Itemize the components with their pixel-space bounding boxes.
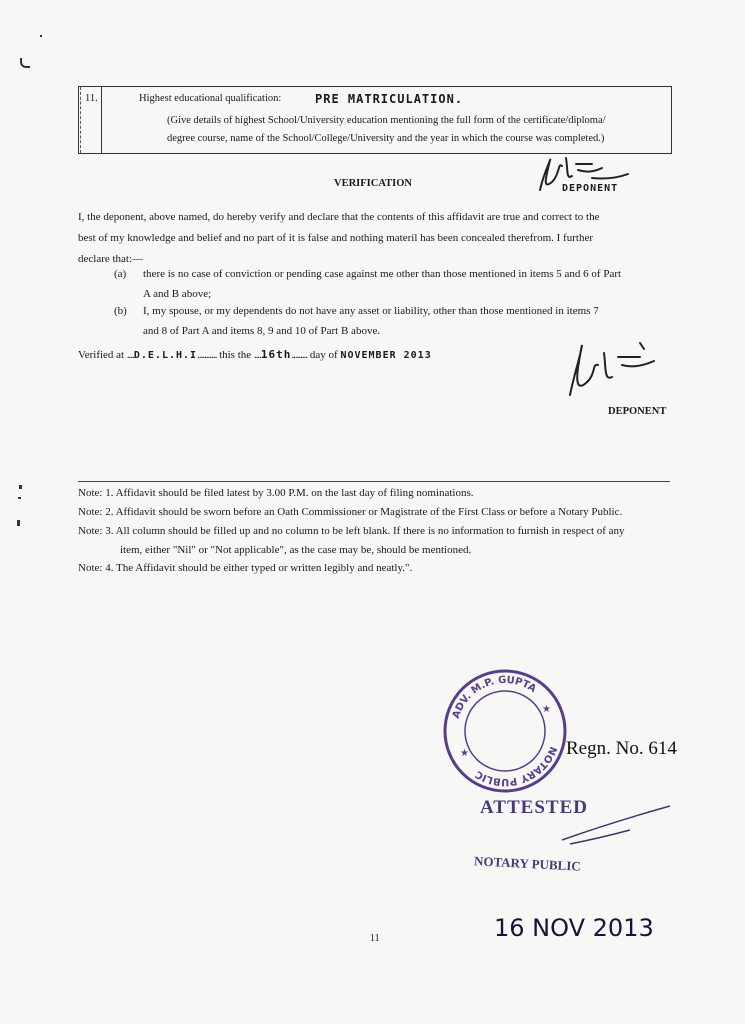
verified-at-value: D.E.L.H.I [133, 350, 198, 361]
day-of-label: day of [309, 349, 338, 361]
margin-speck [40, 35, 42, 37]
verification-heading: VERIFICATION [334, 178, 412, 189]
notes-divider [78, 481, 670, 482]
svg-text:★: ★ [542, 704, 551, 715]
notary-public-stamp: NOTARY PUBLIC [473, 853, 582, 874]
clause-a-label: (a) [114, 268, 127, 280]
note-label: Note: 2. [78, 506, 114, 518]
page-number: 11 [370, 933, 380, 944]
notary-seal [440, 666, 570, 796]
verification-para-line3: declare that:— [78, 253, 144, 265]
note-3-continued: item, either "Nil" or "Not applicable", as the case may be, should be mentioned. [120, 544, 472, 556]
verification-para-line1: I, the deponent, above named, do hereby verify and declare that the contents of this affidavit are true and correct to the [78, 211, 600, 223]
item-number: 11. [85, 93, 98, 104]
note-label: Note: 3. [78, 525, 114, 537]
note-text: All column should be filled up and no column to be left blank. If there is no information to furnish in respect of any [115, 525, 625, 537]
note-label: Note: 1. [78, 487, 114, 499]
svg-text:ADV. M.P. GUPTA [451, 675, 538, 720]
margin-speck [19, 485, 22, 489]
note-text: Affidavit should be sworn before an Oath Commissioner or Magistrate of the First Class or before a Notary Public. [115, 506, 623, 518]
note-1 [78, 483, 473, 504]
margin-speck [20, 58, 30, 68]
item-value: PRE MATRICULATION. [315, 92, 464, 106]
item-hint-line2: degree course, name of the School/College/University and the year in which the course was completed.) [167, 133, 605, 144]
regn-number: Regn. No. 614 [566, 738, 677, 759]
margin-speck [17, 520, 20, 526]
clause-b-label: (b) [114, 305, 127, 317]
verification-para-line2: best of my knowledge and belief and no part of it is false and nothing materil has been concealed therefrom. I further [78, 232, 593, 244]
svg-text:★: ★ [460, 748, 469, 759]
item-label: Highest educational qualification: [139, 93, 282, 104]
note-text: The Affidavit should be either typed or written legibly and neatly.". [116, 562, 413, 574]
signature-bottom [560, 335, 670, 405]
note-label: Note: 4. [78, 562, 114, 574]
note-4 [78, 558, 412, 579]
clause-a-line1: there is no case of conviction or pending case against me other than those mentioned in items 5 and 6 of Part [143, 268, 622, 280]
margin-speck [18, 497, 21, 499]
deponent-label: DEPONENT [608, 406, 667, 417]
notary-signature [560, 800, 680, 850]
seal-ring-bottom: NOTARY PUBLIC [473, 744, 559, 788]
this-the-label: this the [219, 349, 252, 361]
verified-at-label: Verified at [78, 349, 125, 361]
date-stamp: 16 NOV 2013 [494, 914, 654, 942]
seal-ring-top: ADV. M.P. GUPTA [450, 674, 538, 721]
clause-b-line2: and 8 of Part A and items 8, 9 and 10 of Part B above. [143, 325, 381, 337]
deponent-handwritten: DEPONENT [562, 183, 619, 194]
month-year-value: NOVEMBER 2013 [340, 350, 432, 361]
qualification-box [78, 86, 672, 154]
clause-a-line2: A and B above; [143, 288, 212, 300]
day-value: 16th [260, 348, 292, 361]
note-text: Affidavit should be filed latest by 3.00 P.M. on the last day of filing nominations. [115, 487, 474, 499]
item-hint-line1: (Give details of highest School/University education mentioning the full form of the certificate/diploma/ [167, 115, 606, 126]
note-3 [78, 521, 625, 542]
note-2 [78, 502, 622, 523]
verified-at-line: Verified at ....D.E.L.H.I........... this the ....16th......... day of NOVEMBER 2013 [78, 348, 432, 361]
clause-b-line1: I, my spouse, or my dependents do not have any asset or liability, other than those mentioned in items 7 [143, 305, 599, 317]
attested-stamp: ATTESTED [480, 797, 588, 818]
